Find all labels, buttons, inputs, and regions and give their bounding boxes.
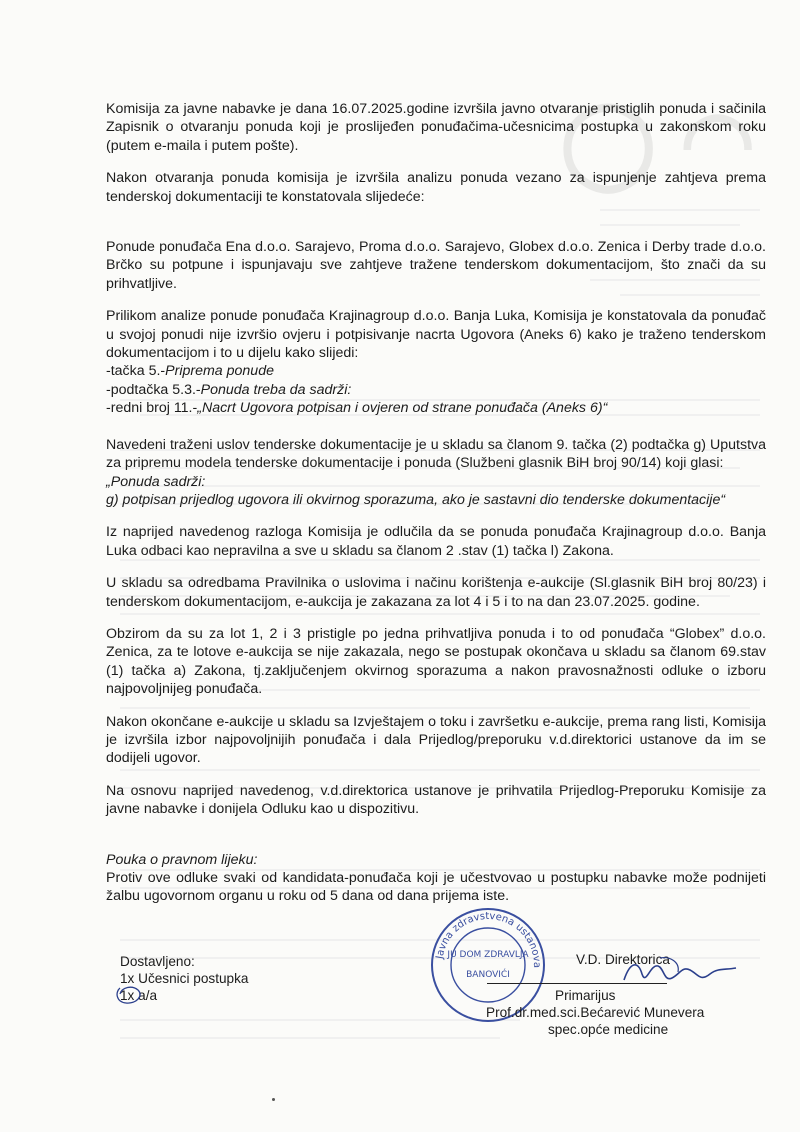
requirement-item: -podtačka 5.3.-Ponuda treba da sadrži: [106, 381, 352, 398]
distribution-title: Dostavljeno: [120, 954, 195, 969]
legal-quote: „Ponuda sadrži: g) potpisan prijedlog ugovora ili okvirnog sporazuma, ako je sastavni dio tenderske dokumentacije“ [106, 473, 726, 508]
paragraph-e-auction: U skladu sa odredbama Pravilnika o uslovima i načinu korištenja e-aukcije (Sl.glasnik BiH broj 80/23) i tenderskom dokumentacijom, e-aukcija je zakazana za lot 4 i 5 i to na dan 23.07.2025. godine. [106, 575, 766, 610]
scan-speck [272, 1098, 275, 1101]
pen-circle-mark [114, 984, 146, 1006]
paragraph-krajinagroup: Prilikom analize ponude ponuđača Krajinagroup d.o.o. Banja Luka, Komisija je konstatovala da ponuđač u svojoj ponudi nije izvršio ovjeru i potpisivanje nacrta Ugovora (Aneks 6) kako je traženo tenderskom dokumentacijom i to u dijelu kako slijedi: [106, 308, 766, 362]
requirement-item: -redni broj 11.-„Nacrt Ugovora potpisan i ovjeren od strane ponuđača (Aneks 6)“ [106, 400, 608, 417]
signer-title: V.D. Direktorica [576, 952, 670, 967]
paragraph-legal-basis: Navedeni traženi uslov tenderske dokumentacije je u skladu sa članom 9. tačka (2) podtačka g) Uputstva za pripremu modela tenderske dokumentacije i ponuda (Službeni glasnik BiH broj 90/14) koji glasi: [106, 436, 766, 472]
handwritten-signature [620, 952, 740, 992]
stamp-center-text: JU DOM ZDRAVLJA [447, 950, 529, 960]
requirement-list [106, 362, 766, 417]
stamp-city-text: BANOVIĆI [466, 970, 510, 980]
distribution-item: 1x Učesnici postupka [120, 971, 249, 986]
legal-remedy-title: Pouka o pravnom lijeku: [106, 851, 258, 868]
stamp-ring-text: Javna zdravstvena ustanova [434, 910, 543, 968]
signer-role: Primarijus [555, 988, 616, 1003]
legal-remedy-text: Protiv ove odluke svaki od kandidata-ponuđača koji je učestvovao u postupku nabavke može podnijeti žalbu ugovornom organu u roku od 5 dana od dana prijema iste. [106, 870, 766, 905]
distribution-item: 1x a/a [120, 988, 158, 1003]
paragraph-acceptable-offers: Ponude ponuđača Ena d.o.o. Sarajevo, Proma d.o.o. Sarajevo, Globex d.o.o. Zenica i Derby trade d.o.o. Brčko su potpune i ispunjavaju sve zahtjeve tražene tenderskom dokumentacijom, što znači da su prihvatljive. [106, 239, 766, 292]
paragraph-decision: Na osnovu naprijed navedenog, v.d.direktorica ustanove je prihvatila Prijedlog-Preporuku Komisije za javne nabavke i donijela Odluku kao u dispozitivu. [106, 782, 766, 818]
document-body [106, 100, 766, 906]
requirement-item: -tačka 5.-Priprema ponude [106, 363, 274, 380]
paragraph-analysis: Nakon otvaranja ponuda komisija je izvršila analizu ponuda vezano za ispunjenje zahtjeva prema tenderskoj dokumentaciji te konstatovala slijedeće: [106, 170, 766, 205]
signature-line [487, 983, 667, 984]
paragraph-selection: Nakon okončane e-aukcije u skladu sa Izvještajem o toku i završetku e-aukcije, prema rang listi, Komisija je izvršila izbor najpovoljnijih ponuđača i dala Prijedlog/preporuku v.d.direktorici ustanove da im se dodijeli ugovor. [106, 713, 766, 767]
paragraph-rejection: Iz naprijed navedenog razloga Komisija je odlučila da se ponuda ponuđača Krajinagroup d.o.o. Banja Luka odbaci kao nepravilna a sve u skladu sa članom 2 .stav (1) tačka l) Zakona. [106, 524, 766, 559]
signer-name: Prof.dr.med.sci.Bećarević Munevera [486, 1005, 705, 1020]
paragraph-opening: Komisija za javne nabavke je dana 16.07.2025.godine izvršila javno otvaranje pristiglih ponuda i sačinila Zapisnik o otvaranju ponuda koji je proslijeđen ponuđačima-učesnicima postupka u zakonskom roku (putem e-maila i putem pošte). [106, 101, 766, 154]
bleed-through-graphic: ◯ ◠ [560, 94, 756, 190]
paragraph-lots: Obzirom da su za lot 1, 2 i 3 pristigle po jedna prihvatljiva ponuda i to od ponuđača “Globex” d.o.o. Zenica, za te lotove e-aukcija se nije zakazala, nego se postupak okončava u skladu sa članom 69.stav (1) tačka a) Zakona, tj.zaključenjem okvirnog sporazuma a nakon pravosnažnosti odluke o izboru najpovoljnijeg ponuđača. [106, 625, 766, 698]
signer-specialization: spec.opće medicine [548, 1022, 669, 1037]
